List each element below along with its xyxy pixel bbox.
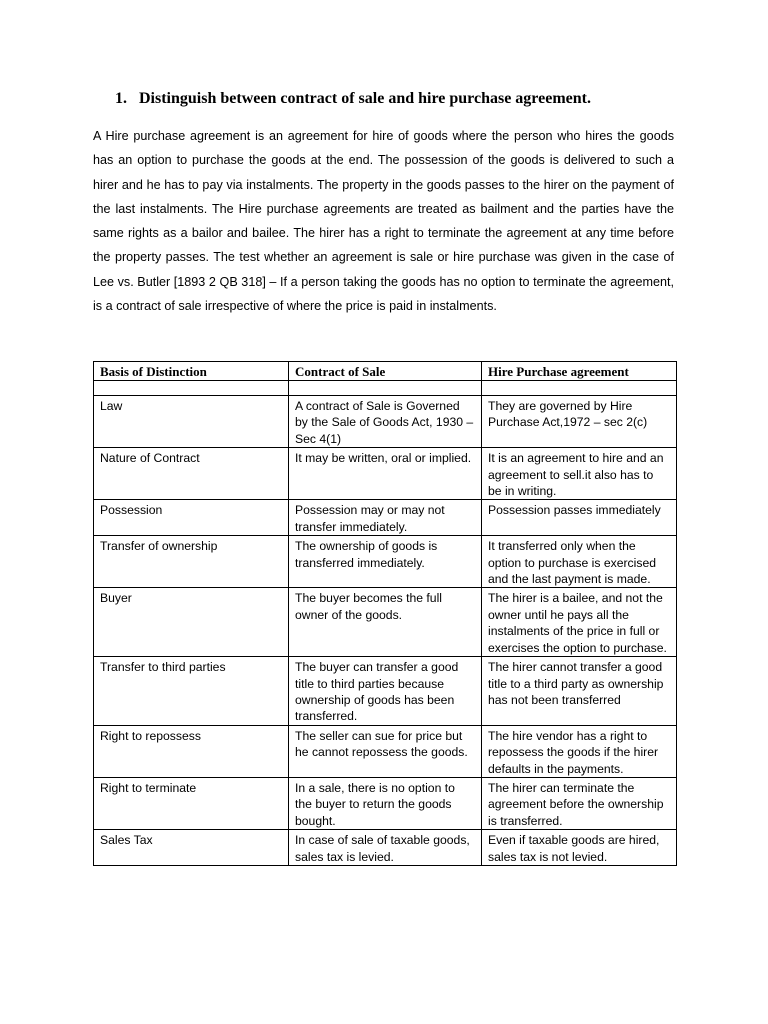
basis-cell: Buyer [94, 588, 289, 657]
heading-number: 1. [115, 90, 127, 107]
table-row [94, 396, 677, 448]
basis-cell: Transfer to third parties [94, 657, 289, 726]
table-row [94, 657, 677, 726]
hire-purchase-cell: The hire vendor has a right to repossess the goods if the hirer defaults in the payments. [482, 725, 677, 777]
basis-cell: Sales Tax [94, 830, 289, 866]
hire-purchase-cell: They are governed by Hire Purchase Act,1972 – sec 2(c) [482, 396, 677, 448]
intro-paragraph: A Hire purchase agreement is an agreement for hire of goods where the person who hires the goods has an option to purchase the goods at the end. The possession of the goods is delivered to such a hirer and he has to pay via instalments. The property in the goods passes to the hirer on the payment of the last instalments. The Hire purchase agreements are treated as bailment and the parties have the same rights as a bailor and bailee. The hirer has a right to terminate the agreement at any time before the property passes. The test whether an agreement is sale or hire purchase was given in the case of Lee vs. Butler [1893 2 QB 318] – If a person taking the goods has no option to terminate the agreement, is a contract of sale irrespective of where the price is paid in instalments. [93, 129, 674, 314]
basis-cell: Right to repossess [94, 725, 289, 777]
sale-cell: The buyer can transfer a good title to third parties because ownership of goods has been transferred. [289, 657, 482, 726]
basis-cell: Right to terminate [94, 777, 289, 829]
hire-purchase-cell: The hirer is a bailee, and not the owner until he pays all the instalments of the price in full or exercises the option to purchase. [482, 588, 677, 657]
hire-purchase-cell: It transferred only when the option to purchase is exercised and the last payment is made. [482, 536, 677, 588]
sale-cell: The seller can sue for price but he cannot repossess the goods. [289, 725, 482, 777]
sale-cell: A contract of Sale is Governed by the Sale of Goods Act, 1930 – Sec 4(1) [289, 396, 482, 448]
sale-cell: In a sale, there is no option to the buyer to return the goods bought. [289, 777, 482, 829]
table-row [94, 588, 677, 657]
empty-cell [482, 381, 677, 396]
sale-cell: In case of sale of taxable goods, sales tax is levied. [289, 830, 482, 866]
header-contract-of-sale: Contract of Sale [289, 362, 482, 381]
table-header-row [94, 362, 677, 381]
hire-purchase-cell: It is an agreement to hire and an agreement to sell.it also has to be in writing. [482, 448, 677, 500]
basis-cell: Possession [94, 500, 289, 536]
basis-cell: Nature of Contract [94, 448, 289, 500]
hire-purchase-cell: Possession passes immediately [482, 500, 677, 536]
empty-row [94, 381, 677, 396]
heading-text: Distinguish between contract of sale and hire purchase agreement. [139, 90, 591, 107]
table-row [94, 830, 677, 866]
sale-cell: The ownership of goods is transferred immediately. [289, 536, 482, 588]
distinction-table [93, 361, 677, 866]
sale-cell: The buyer becomes the full owner of the goods. [289, 588, 482, 657]
hire-purchase-cell: Even if taxable goods are hired, sales tax is not levied. [482, 830, 677, 866]
empty-cell [289, 381, 482, 396]
sale-cell: It may be written, oral or implied. [289, 448, 482, 500]
table-row [94, 536, 677, 588]
basis-cell: Law [94, 396, 289, 448]
basis-cell: Transfer of ownership [94, 536, 289, 588]
table-row [94, 725, 677, 777]
table-row [94, 777, 677, 829]
table-row [94, 448, 677, 500]
header-basis: Basis of Distinction [94, 362, 289, 381]
section-heading [115, 88, 715, 110]
sale-cell: Possession may or may not transfer immediately. [289, 500, 482, 536]
hire-purchase-cell: The hirer cannot transfer a good title to a third party as ownership has not been transferred [482, 657, 677, 726]
table-row [94, 500, 677, 536]
empty-cell [94, 381, 289, 396]
hire-purchase-cell: The hirer can terminate the agreement before the ownership is transferred. [482, 777, 677, 829]
header-hire-purchase: Hire Purchase agreement [482, 362, 677, 381]
